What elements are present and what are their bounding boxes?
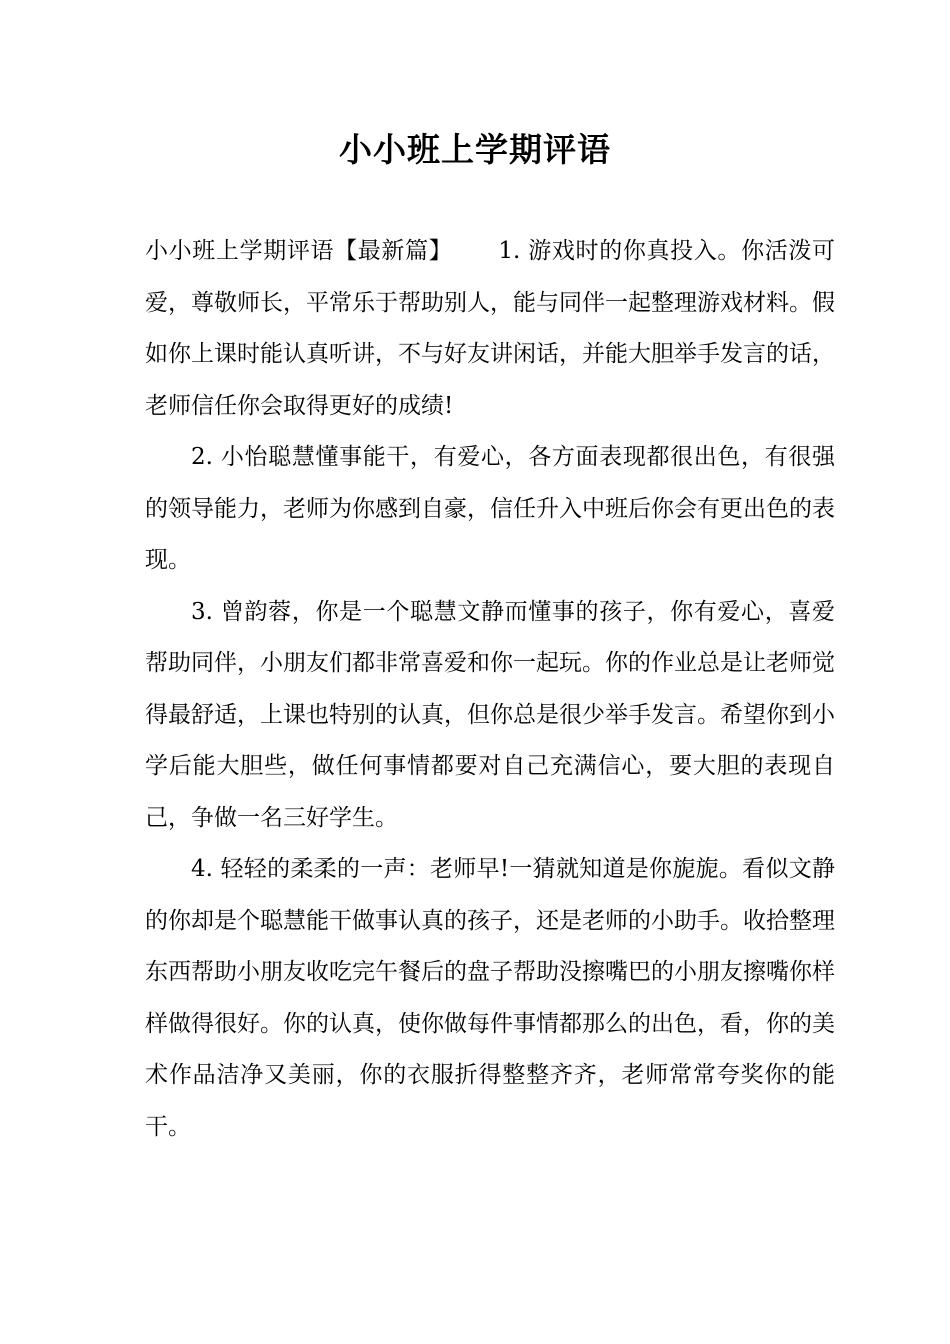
document-title: 小小班上学期评语 <box>339 130 611 169</box>
paragraph-1-text: 1. 游戏时的你真投入。你活泼可爱，尊敬师长，平常乐于帮助别人，能与同伴一起整理游戏材料。假如你上课时能认真听讲，不与好友讲闲话，并能大胆举手发言的话，老师信任你会取得更好的成绩! <box>145 238 835 419</box>
paragraph-2: 2. 小怡聪慧懂事能干，有爱心，各方面表现都很出色，有很强的领导能力，老师为你感到自豪，信任升入中班后你会有更出色的表现。 <box>145 444 835 573</box>
intro-heading: 小小班上学期评语【最新篇】 <box>145 238 453 264</box>
paragraph-3: 3. 曾韵蓉，你是一个聪慧文静而懂事的孩子，你有爱心，喜爱帮助同伴，小朋友们都非常喜爱和你一起玩。你的作业总是让老师觉得最舒适，上课也特别的认真，但你总是很少举手发言。希望你到小学后能大胆些，做任何事情都要对自己充满信心，要大胆的表现自己，争做一名三好学生。 <box>145 598 835 831</box>
paragraph-4: 4. 轻轻的柔柔的一声：老师早!一猜就知道是你旎旎。看似文静的你却是个聪慧能干做事认真的孩子，还是老师的小助手。收拾整理东西帮助小朋友收吃完午餐后的盘子帮助没擦嘴巴的小朋友擦嘴你样样做得很好。你的认真，使你做每件事情都那么的出色，看，你的美术作品洁净又美丽，你的衣服折得整整齐齐，老师常常夸奖你的能干。 <box>145 856 835 1140</box>
document-body <box>145 226 835 1153</box>
paragraph-1 <box>145 226 835 432</box>
